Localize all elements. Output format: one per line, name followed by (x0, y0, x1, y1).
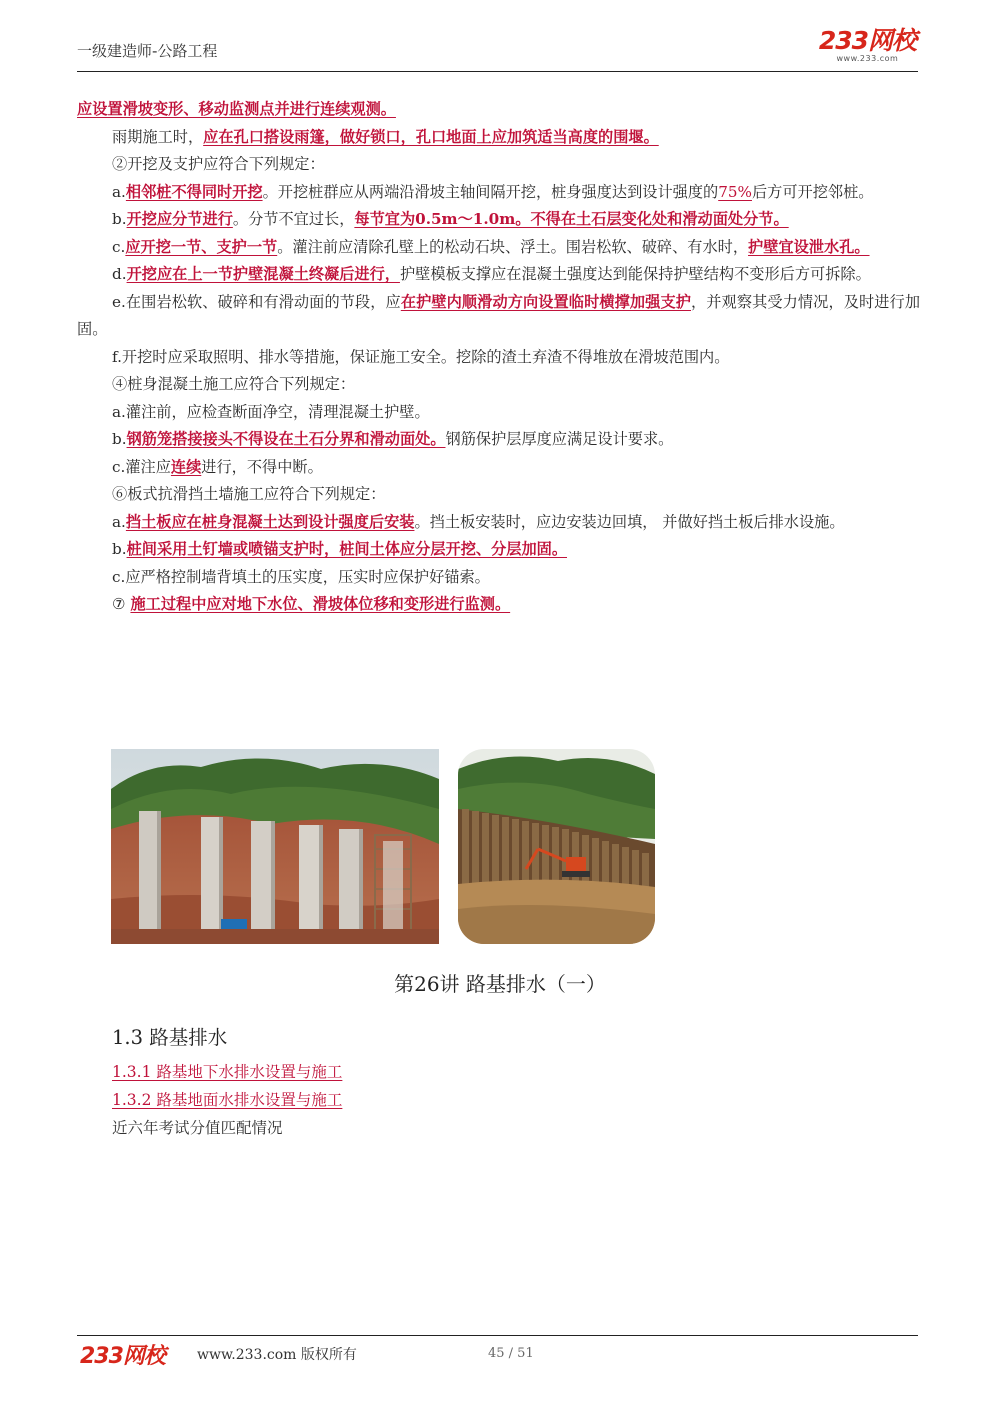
highlighted-text: 挡土板应在桩身混凝土达到设计强度后安装 (125, 512, 415, 531)
highlighted-text: 施工过程中应对地下水位、滑坡体位移和变形进行监测。 (130, 595, 511, 613)
highlighted-text: 应设置滑坡变形、移动监测点并进行连续观测。 (77, 100, 396, 118)
lecture-title: 第26讲 路基排水（一） (394, 972, 606, 996)
body-paragraph (77, 344, 920, 372)
paragraph-text: b. (112, 540, 127, 558)
anti-slide-piles-photo (111, 749, 439, 944)
body-paragraph (77, 96, 920, 124)
body-paragraph (77, 399, 920, 427)
body-paragraph (77, 536, 920, 564)
highlighted-text: 在护壁内顺滑动方向设置临时横撑加强支护 (400, 292, 691, 311)
paragraph-text: c.灌注应 (112, 457, 171, 476)
paragraph-text: 雨期施工时， (112, 127, 204, 146)
paragraph-text: ④桩身混凝土施工应符合下列规定： (112, 375, 355, 393)
exam-score-note: 近六年考试分值匹配情况 (112, 1119, 283, 1137)
paragraph-text: 。灌注前应清除孔壁上的松动石块、浮土。围岩松软、破碎、有水时， (277, 237, 749, 256)
toc-link-1-3-1[interactable]: 1.3.1 路基地下水排水设置与施工 (112, 1063, 343, 1081)
body-paragraph (77, 454, 920, 482)
page-number: 45 / 51 (488, 1346, 534, 1361)
paragraph-text: 钢筋保护层厚度应满足设计要求。 (445, 430, 674, 448)
paragraph-text: ⑥板式抗滑挡土墙施工应符合下列规定： (112, 485, 386, 503)
paragraph-text: 后方可开挖邻桩。 (751, 182, 874, 201)
body-paragraph (77, 371, 920, 399)
section-title: 1.3 路基排水 (112, 1026, 228, 1049)
brand-logo (819, 28, 916, 64)
highlighted-text: 应在孔口搭设雨篷，做好锁口，孔口地面上应加筑适当高度的围堰。 (203, 127, 659, 146)
body-paragraph (77, 509, 920, 537)
paragraph-text: 。开挖桩群应从两端沿滑坡主轴间隔开挖，桩身强度达到设计强度的 (262, 182, 719, 201)
paragraph-text: c. (112, 237, 126, 256)
footer-logo: 233网校 (80, 1344, 165, 1369)
paragraph-text: a. (112, 182, 126, 201)
body-paragraph (77, 289, 920, 344)
brand-logo-text: 233网校 (818, 26, 916, 55)
body-paragraph (77, 179, 920, 207)
highlighted-text: 应开挖一节、支护一节 (125, 237, 278, 256)
paragraph-text: b. (112, 430, 127, 448)
highlighted-text: 相邻桩不得同时开挖 (125, 182, 263, 201)
highlighted-text: 开挖应分节进行 (126, 210, 233, 228)
body-paragraph (77, 151, 920, 179)
body-paragraph (77, 481, 920, 509)
highlighted-text: 钢筋笼搭接接头不得设在土石分界和滑动面处。 (126, 430, 446, 448)
paragraph-text: d. (112, 265, 127, 283)
paragraph-text: e.在围岩松软、破碎和有滑动面的节段，应 (112, 292, 401, 311)
brand-logo-url: www.233.com (836, 54, 899, 63)
retaining-wall-excavator-photo (458, 749, 655, 944)
highlighted-text: 75% (718, 182, 752, 201)
paragraph-text: b. (112, 210, 127, 228)
footer-copyright: www.233.com 版权所有 (197, 1347, 357, 1363)
header-divider (77, 71, 918, 72)
paragraph-text: 。分节不宜过长， (232, 210, 355, 228)
document-header-title: 一级建造师-公路工程 (77, 42, 218, 60)
body-text (77, 96, 920, 619)
highlighted-text: 开挖应在上一节护壁混凝土终凝后进行， (126, 265, 400, 283)
body-paragraph (77, 124, 920, 152)
paragraph-text: ②开挖及支护应符合下列规定： (112, 155, 325, 173)
body-paragraph (77, 234, 920, 262)
highlighted-text: 每节宜为0.5m～1.0m。不得在土石层变化处和滑动面处分节。 (354, 210, 789, 228)
body-paragraph (77, 426, 920, 454)
footer-divider (77, 1335, 918, 1336)
highlighted-text: 连续 (170, 457, 202, 476)
body-paragraph (77, 564, 920, 592)
body-paragraph (77, 206, 920, 234)
paragraph-text: 。挡土板安装时，应边安装边回填， 并做好挡土板后排水设施。 (414, 512, 845, 531)
paragraph-text: c.应严格控制墙背填土的压实度，压实时应保护好锚索。 (112, 567, 490, 586)
body-paragraph (77, 261, 920, 289)
toc-link-1-3-2[interactable]: 1.3.2 路基地面水排水设置与施工 (112, 1091, 343, 1109)
paragraph-text: ⑦ (112, 595, 131, 613)
highlighted-text: 桩间采用土钉墙或喷锚支护时，桩间土体应分层开挖、分层加固。 (126, 540, 567, 558)
paragraph-text: a.灌注前，应检查断面净空，清理混凝土护壁。 (112, 402, 430, 421)
paragraph-text: 护壁模板支撑应在混凝土强度达到能保持护壁结构不变形后方可拆除。 (399, 265, 871, 283)
paragraph-text: 进行，不得中断。 (201, 457, 323, 476)
paragraph-text: a. (112, 512, 126, 531)
body-paragraph (77, 591, 920, 619)
paragraph-text: ，并观察其受力情况，及时进行加固。 (77, 292, 921, 338)
paragraph-text: f.开挖时应采取照明、排水等措施，保证施工安全。挖除的渣土弃渣不得堆放在滑坡范围内。 (112, 347, 730, 366)
highlighted-text: 护壁宜设泄水孔。 (748, 237, 870, 256)
